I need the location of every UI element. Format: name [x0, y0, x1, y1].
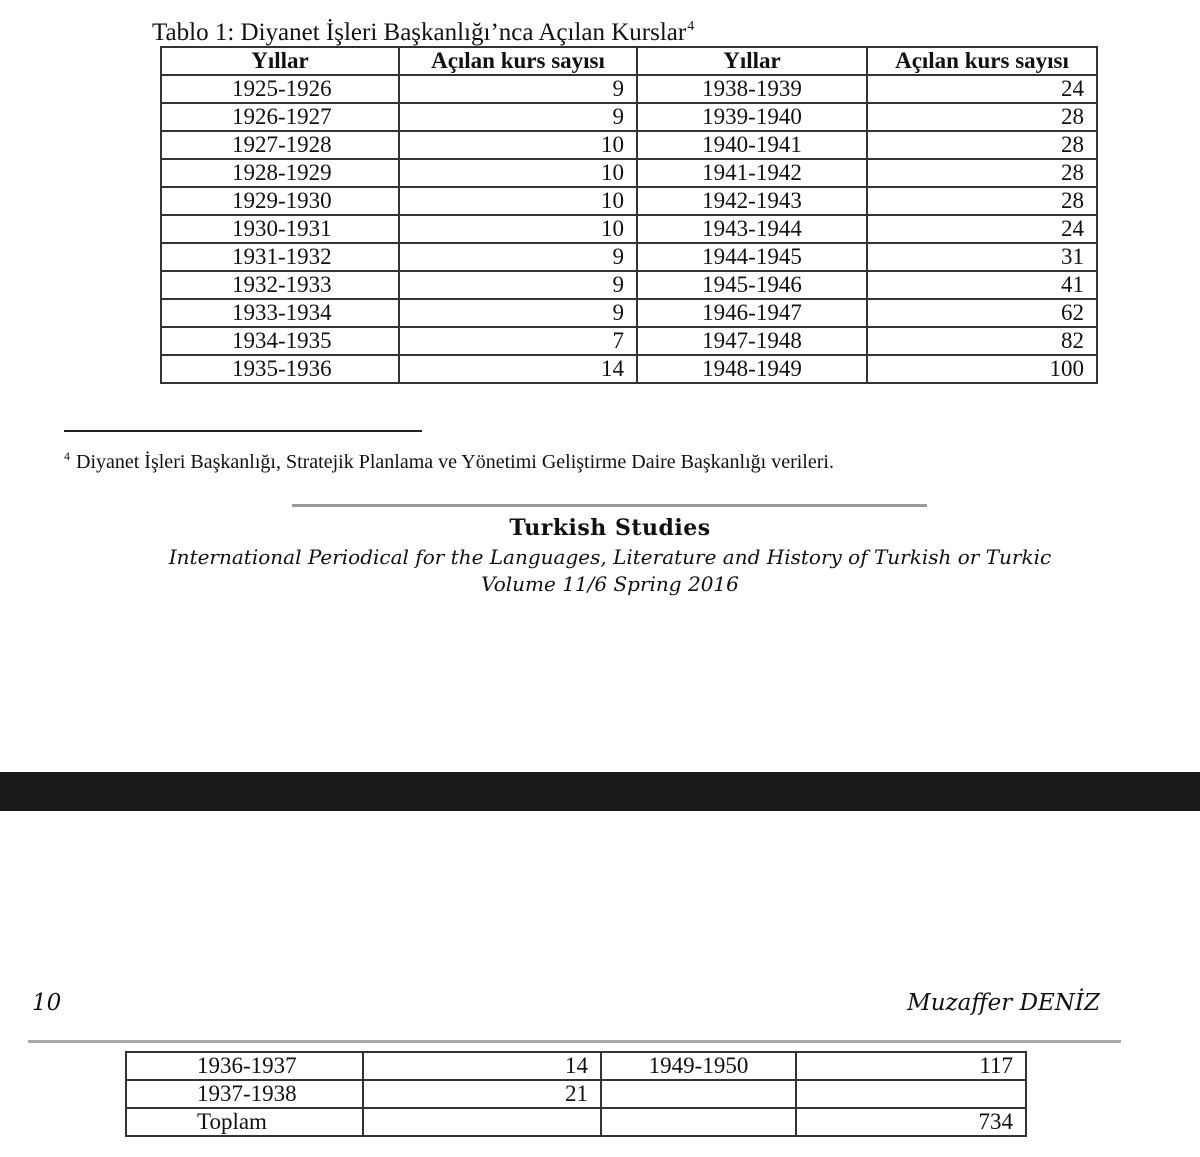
year-cell: 1932-1933 — [161, 271, 399, 299]
year-cell: 1944-1945 — [637, 243, 867, 271]
year-cell: 1938-1939 — [637, 75, 867, 103]
year-cell: 1943-1944 — [637, 215, 867, 243]
count-cell: 14 — [399, 355, 637, 383]
year-cell: 1929-1930 — [161, 187, 399, 215]
count-cell: 24 — [867, 75, 1097, 103]
count-cell: 82 — [867, 327, 1097, 355]
year-cell: 1941-1942 — [637, 159, 867, 187]
table-row — [126, 1080, 1026, 1108]
count-cell: 9 — [399, 103, 637, 131]
journal-volume: Volume 11/6 Spring 2016 — [481, 572, 739, 596]
table-row — [161, 75, 1097, 103]
year-cell: 1939-1940 — [637, 103, 867, 131]
header-years-2: Yıllar — [637, 47, 867, 75]
table-row — [161, 327, 1097, 355]
table-row — [161, 187, 1097, 215]
year-cell — [601, 1080, 796, 1108]
year-cell: 1931-1932 — [161, 243, 399, 271]
count-cell: 62 — [867, 299, 1097, 327]
year-cell: 1949-1950 — [601, 1052, 796, 1080]
table-row — [161, 355, 1097, 383]
count-cell: 734 — [796, 1108, 1026, 1136]
footnote — [64, 449, 834, 474]
journal-divider — [292, 504, 927, 507]
table-row — [161, 103, 1097, 131]
table-row — [161, 215, 1097, 243]
header-count-2: Açılan kurs sayısı — [867, 47, 1097, 75]
count-cell: 7 — [399, 327, 637, 355]
count-cell — [363, 1108, 601, 1136]
count-cell: 28 — [867, 187, 1097, 215]
count-cell: 24 — [867, 215, 1097, 243]
header-divider — [28, 1040, 1121, 1043]
count-cell: 100 — [867, 355, 1097, 383]
count-cell: 9 — [399, 243, 637, 271]
journal-subtitle: International Periodical for the Languages, Literature and History of Turkish or Turkic — [168, 545, 1052, 569]
page-break-band — [0, 772, 1200, 811]
table-row — [161, 243, 1097, 271]
courses-table — [160, 46, 1098, 384]
count-cell: 10 — [399, 131, 637, 159]
header-years-1: Yıllar — [161, 47, 399, 75]
footnote-text: Diyanet İşleri Başkanlığı, Stratejik Planlama ve Yönetimi Geliştirme Daire Başkanlığı verileri. — [76, 451, 834, 473]
count-cell: 41 — [867, 271, 1097, 299]
count-cell: 28 — [867, 103, 1097, 131]
table-caption-text: Tablo 1: Diyanet İşleri Başkanlığı’nca Açılan Kurslar — [152, 19, 687, 46]
year-cell: 1937-1938 — [126, 1080, 363, 1108]
table-row — [161, 159, 1097, 187]
count-cell: 31 — [867, 243, 1097, 271]
year-cell: 1925-1926 — [161, 75, 399, 103]
year-cell: 1936-1937 — [126, 1052, 363, 1080]
year-cell: 1933-1934 — [161, 299, 399, 327]
table-row — [161, 299, 1097, 327]
year-cell: 1934-1935 — [161, 327, 399, 355]
year-cell: 1940-1941 — [637, 131, 867, 159]
year-cell: 1946-1947 — [637, 299, 867, 327]
year-cell: 1942-1943 — [637, 187, 867, 215]
count-cell: 10 — [399, 159, 637, 187]
year-cell: 1927-1928 — [161, 131, 399, 159]
table-row — [161, 131, 1097, 159]
year-cell: 1928-1929 — [161, 159, 399, 187]
count-cell: 9 — [399, 271, 637, 299]
table-row — [126, 1052, 1026, 1080]
journal-name: Turkish Studies — [509, 515, 711, 541]
footnote-number: 4 — [64, 449, 70, 463]
table-row — [126, 1108, 1026, 1136]
table-header-row — [161, 47, 1097, 75]
count-cell — [796, 1080, 1026, 1108]
count-cell: 14 — [363, 1052, 601, 1080]
count-cell: 10 — [399, 187, 637, 215]
count-cell: 28 — [867, 159, 1097, 187]
table-row — [161, 271, 1097, 299]
year-cell: Toplam — [126, 1108, 363, 1136]
running-author: Muzaffer DENİZ — [907, 990, 1100, 1016]
count-cell: 9 — [399, 75, 637, 103]
header-count-1: Açılan kurs sayısı — [399, 47, 637, 75]
year-cell: 1945-1946 — [637, 271, 867, 299]
year-cell: 1947-1948 — [637, 327, 867, 355]
year-cell: 1926-1927 — [161, 103, 399, 131]
count-cell: 21 — [363, 1080, 601, 1108]
year-cell — [601, 1108, 796, 1136]
count-cell: 117 — [796, 1052, 1026, 1080]
count-cell: 10 — [399, 215, 637, 243]
count-cell: 9 — [399, 299, 637, 327]
page-number: 10 — [32, 990, 62, 1016]
footnote-ref: 4 — [687, 19, 695, 34]
year-cell: 1930-1931 — [161, 215, 399, 243]
courses-table-continued — [125, 1051, 1027, 1137]
count-cell: 28 — [867, 131, 1097, 159]
year-cell: 1948-1949 — [637, 355, 867, 383]
footnote-divider — [64, 430, 422, 432]
table-caption — [152, 12, 694, 48]
year-cell: 1935-1936 — [161, 355, 399, 383]
